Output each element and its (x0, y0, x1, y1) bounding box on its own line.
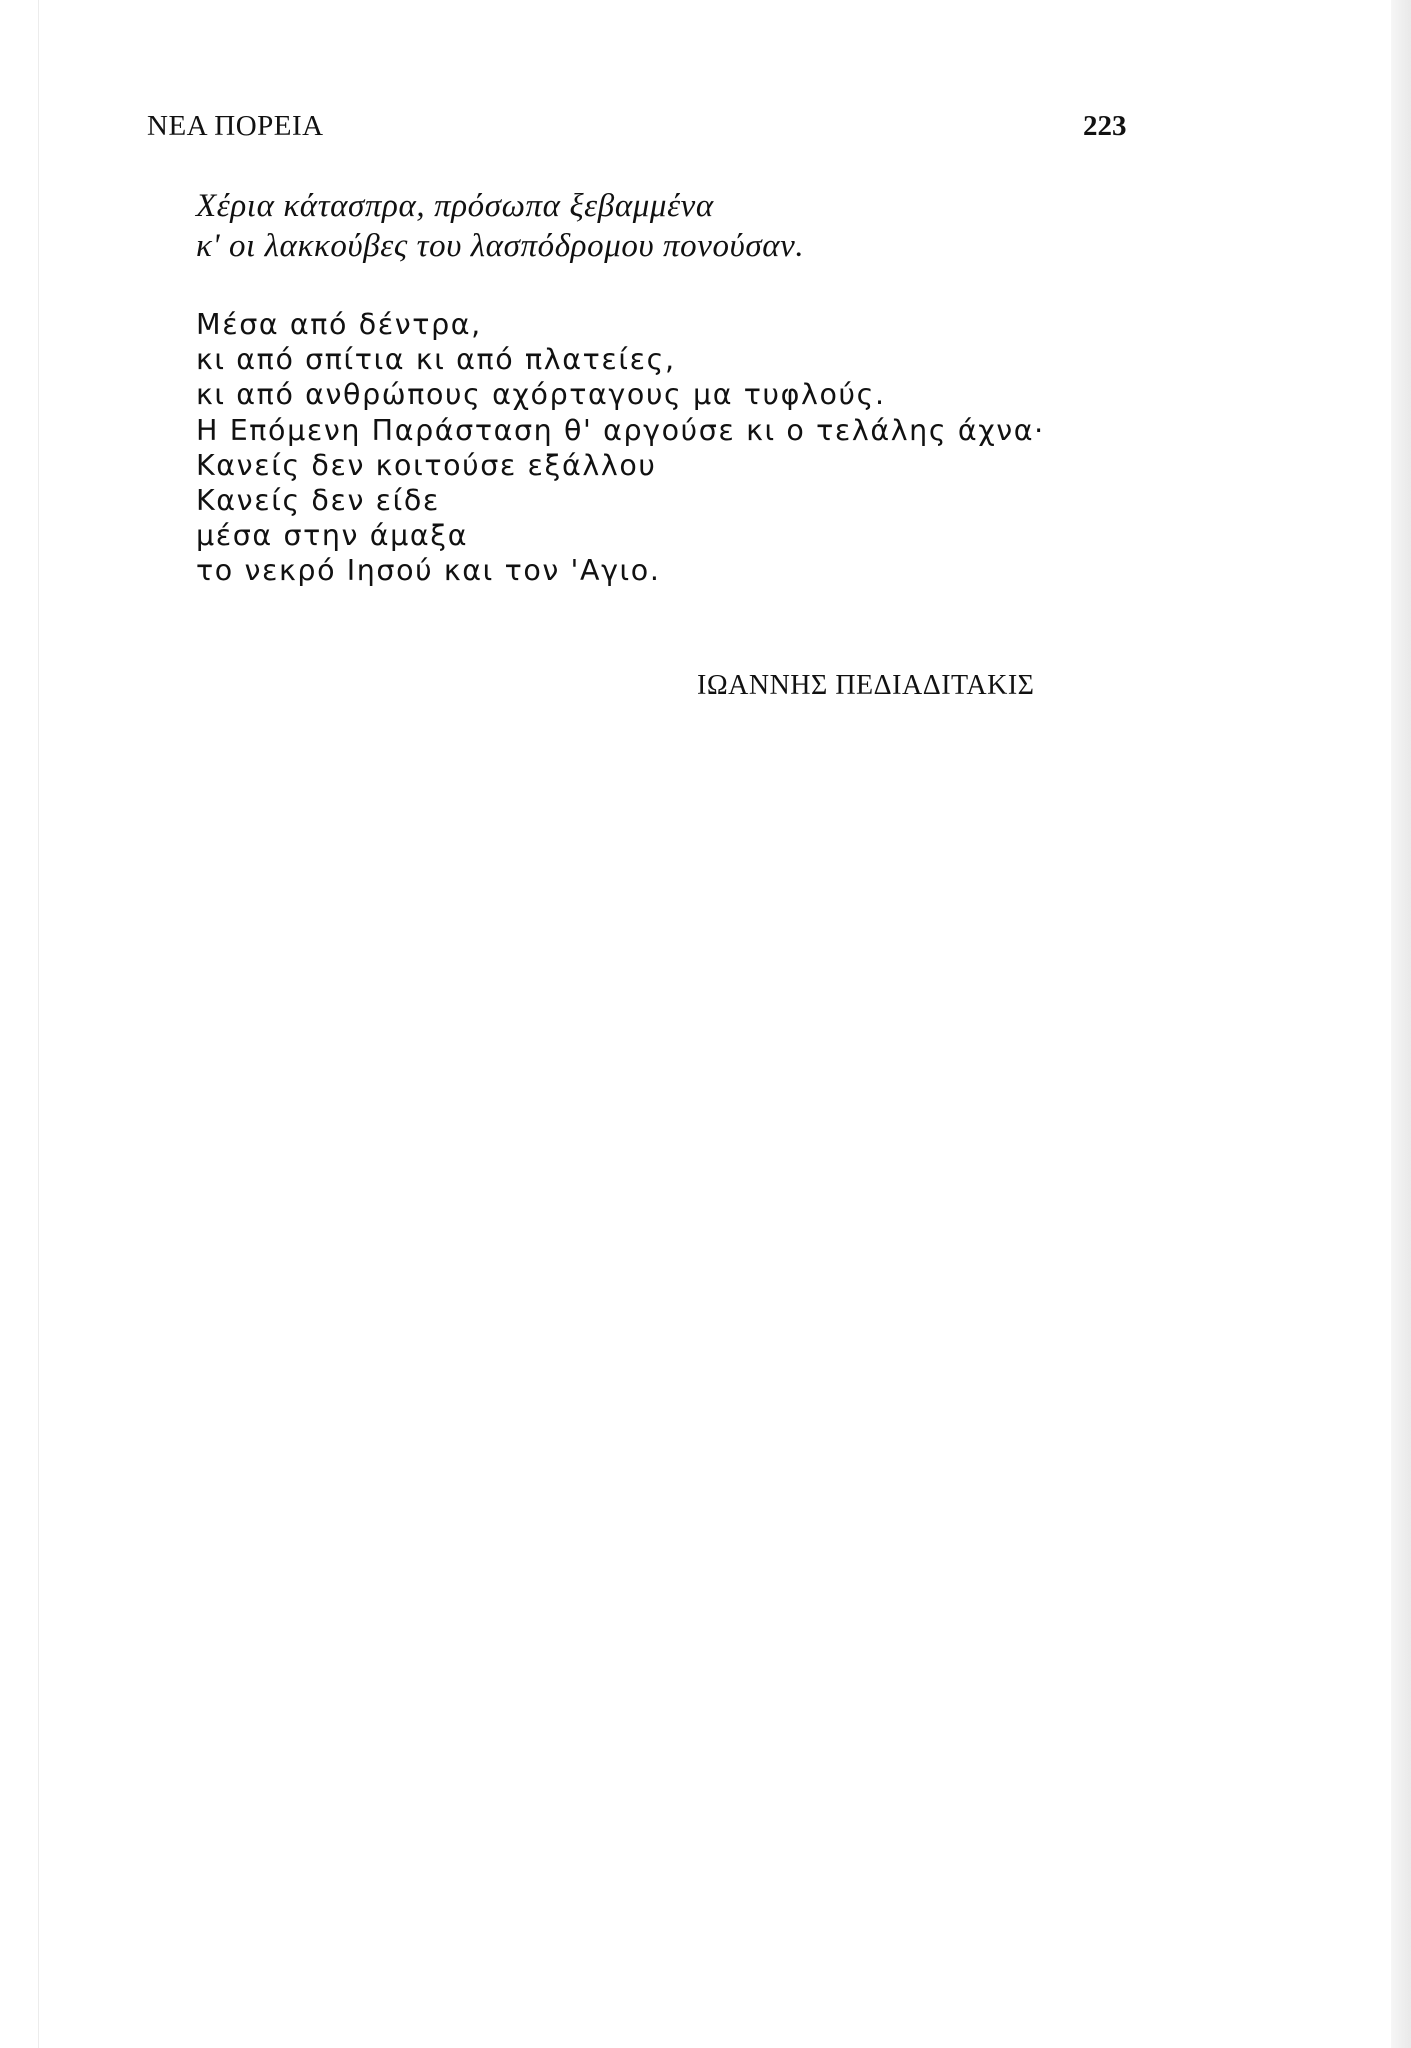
poem-line: κι από σπίτια κι από πλατείες, (196, 343, 676, 377)
page-number: 223 (1083, 110, 1127, 142)
poem-line: Μέσα από δέντρα, (196, 308, 482, 341)
poem-line: μέσα στην άμαξα (196, 519, 469, 553)
author-signature: ΙΩΑΝΝΗΣ ΠΕΔΙΑΔΙΤΑΚΙΣ (697, 670, 1035, 701)
poem-line: το νεκρό Ιησού και τον 'Αγιο. (196, 554, 661, 588)
poem-line: Κανείς δεν είδε (196, 484, 440, 518)
poem-line: κ' οι λακκούβες του λασπόδρομου πονούσαν. (196, 228, 805, 264)
poem-stanza-2 (196, 307, 1045, 589)
poem-line: Κανείς δεν κοιτούσε εξάλλου (196, 448, 657, 482)
page-edge-right (1391, 0, 1411, 2048)
poem-line: κι από ανθρώπους αχόρταγους μα τυφλούς. (196, 378, 886, 412)
poem-stanza-1 (196, 186, 804, 266)
poem-line: Η Επόμενη Παράσταση θ' αργούσε κι ο τελάλης άχνα· (196, 413, 1045, 447)
page-edge-left (38, 0, 39, 2048)
poem-line: Χέρια κάτασπρα, πρόσωπα ξεβαμμένα (196, 188, 714, 224)
running-head: ΝΕΑ ΠΟΡΕΙΑ (147, 110, 324, 142)
